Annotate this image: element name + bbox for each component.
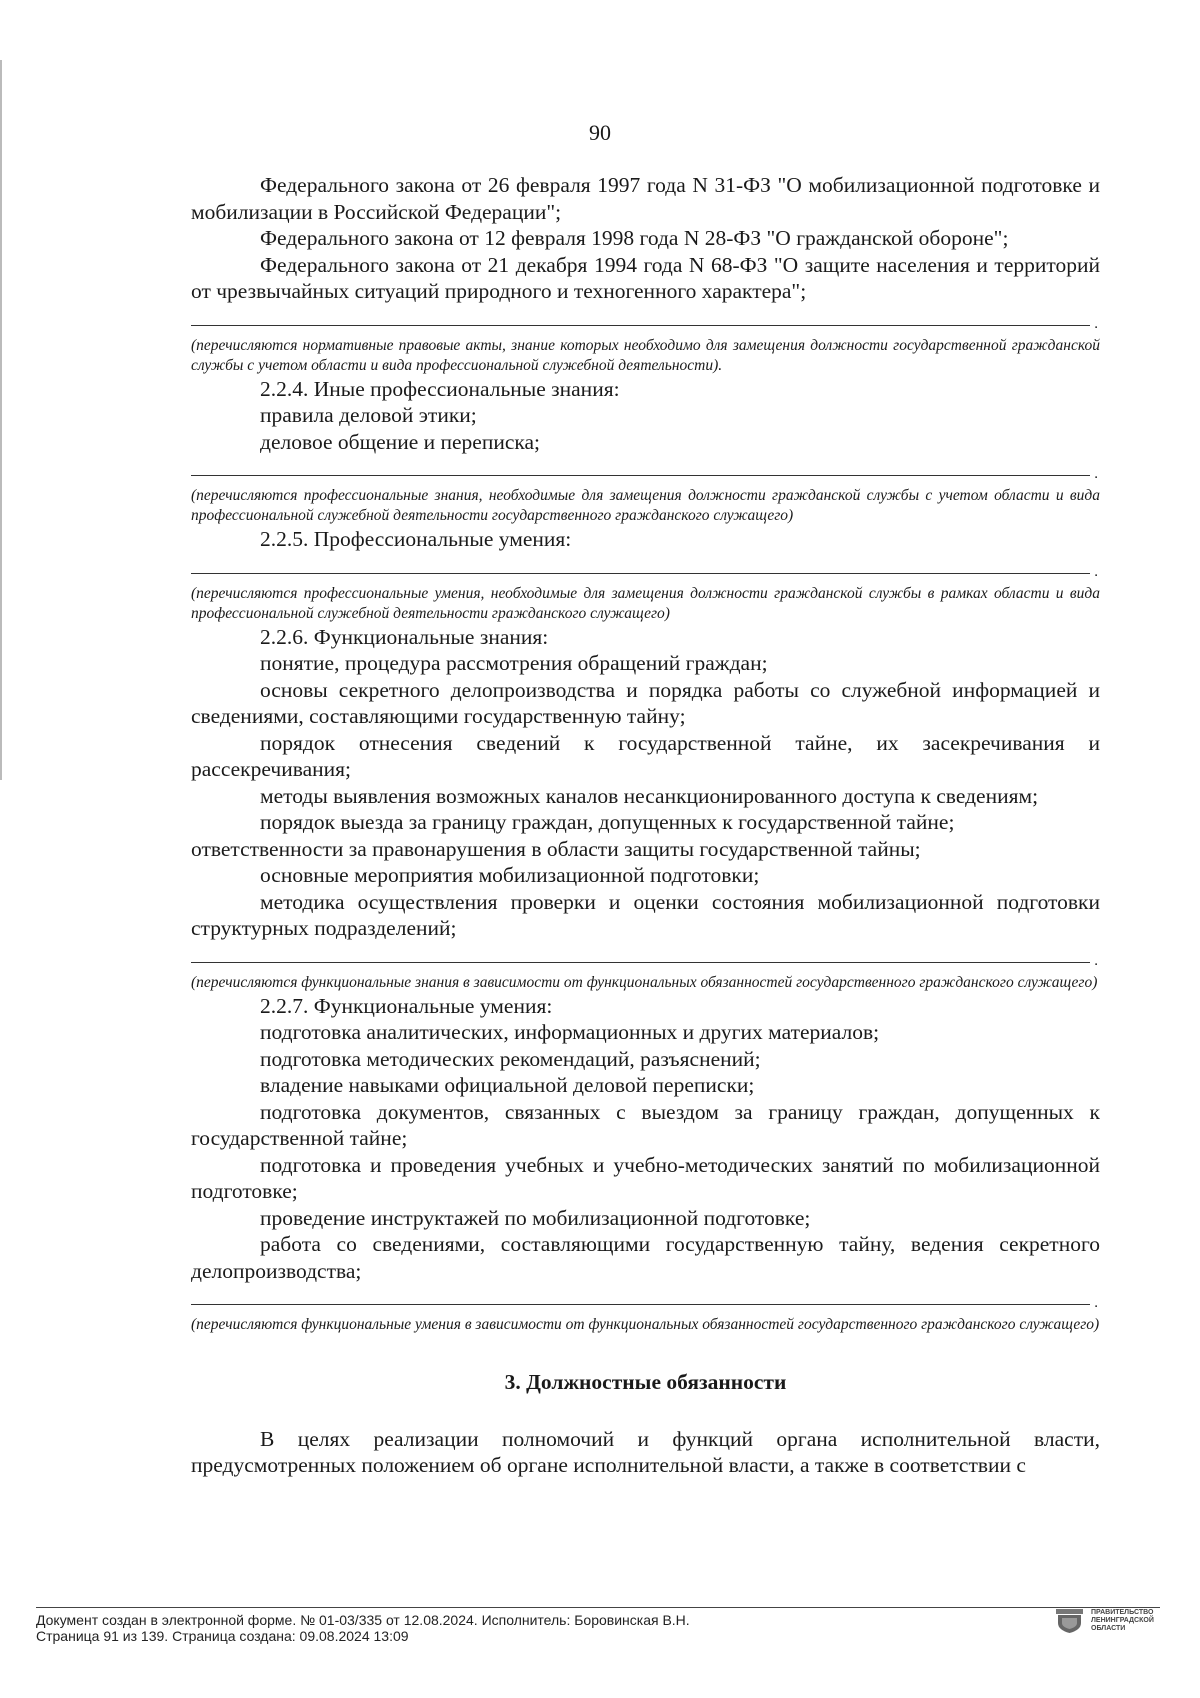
list-item: методика осуществления проверки и оценки состояния мобилизационной подготовки структурных подразделений;: [191, 889, 1100, 940]
section-title: 2.2.4. Иные профессиональные знания:: [260, 376, 620, 401]
section-title: 2.2.7. Функциональные умения:: [260, 993, 553, 1018]
list-item: порядок выезда за границу граждан, допущенных к государственной тайне;: [260, 810, 955, 834]
fill-in-line: .: [191, 962, 1090, 963]
list-item: ответственности за правонарушения в области защиты государственной тайны;: [191, 836, 921, 861]
list-item: подготовка аналитических, информационных и других материалов;: [260, 1020, 880, 1044]
document-body: [191, 172, 1100, 1479]
list-item: владение навыками официальной деловой переписки;: [260, 1073, 755, 1097]
footer-doc-info: Документ создан в электронной форме. № 01-03/335 от 12.08.2024. Исполнитель: Боровинская В.Н.: [36, 1612, 690, 1628]
government-logo: [1056, 1609, 1181, 1633]
page-number: 90: [589, 120, 611, 145]
coat-of-arms-icon: [1056, 1609, 1083, 1633]
hint-note: (перечисляются функциональные умения в зависимости от функциональных обязанностей государственного гражданского служащего): [191, 1316, 1100, 1333]
list-item: основы секретного делопроизводства и порядка работы со служебной информацией и сведениями, составляющими государственную тайну;: [191, 677, 1100, 728]
scan-edge-mark: [0, 700, 2, 704]
footer-divider: [36, 1607, 1160, 1608]
hint-note: (перечисляются профессиональные умения, необходимые для замещения должности гражданской службы в рамках области и вида профессиональной служебной деятельности гражданского служащего): [191, 584, 1100, 622]
list-item: понятие, процедура рассмотрения обращений граждан;: [260, 651, 768, 675]
law-item: Федерального закона от 21 декабря 1994 года N 68-ФЗ "О защите населения и территорий от чрезвычайных ситуаций природного и техногенного характера";: [191, 252, 1100, 303]
scan-edge-mark: [0, 60, 2, 780]
list-item: основные мероприятия мобилизационной подготовки;: [260, 863, 760, 887]
fill-in-line: .: [191, 573, 1090, 574]
footer-page-info: Страница 91 из 139. Страница создана: 09.08.2024 13:09: [36, 1628, 409, 1644]
law-item: Федерального закона от 26 февраля 1997 года N 31-ФЗ "О мобилизационной подготовке и мобилизации в Российской Федерации";: [191, 173, 1100, 224]
list-item: подготовка и проведения учебных и учебно-методических занятий по мобилизационной подготовке;: [191, 1152, 1100, 1203]
list-item: работа со сведениями, составляющими государственную тайну, ведения секретного делопроизводства;: [191, 1232, 1100, 1283]
section-title: 2.2.6. Функциональные знания:: [260, 624, 549, 649]
hint-note: (перечисляются функциональные знания в зависимости от функциональных обязанностей государственного гражданского служащего): [191, 973, 1098, 991]
list-item: правила деловой этики;: [260, 403, 477, 427]
fill-in-line: .: [191, 325, 1090, 326]
list-item: подготовка методических рекомендаций, разъяснений;: [260, 1046, 761, 1071]
fill-in-line: .: [191, 475, 1090, 476]
section-title: 2.2.5. Профессиональные умения:: [260, 527, 572, 551]
list-item: подготовка документов, связанных с выездом за границу граждан, допущенных к государственной тайне;: [191, 1099, 1100, 1150]
fill-in-line: .: [191, 1304, 1090, 1305]
body-paragraph: В целях реализации полномочий и функций органа исполнительной власти, предусмотренных положением об органе исполнительной власти, а также в соответствии с: [191, 1426, 1100, 1477]
list-item: деловое общение и переписка;: [260, 429, 541, 454]
hint-note: (перечисляются профессиональные знания, необходимые для замещения должности гражданской службы с учетом области и вида профессиональной служебной деятельности государственного гражданского служащего): [191, 487, 1100, 524]
hint-note: (перечисляются нормативные правовые акты, знание которых необходимо для замещения должности государственной гражданской службы с учетом области и вида профессиональной служебной деятельности).: [191, 336, 1100, 374]
government-name: ПРАВИТЕЛЬСТВО ЛЕНИНГРАДСКОЙ ОБЛАСТИ: [1091, 1609, 1154, 1632]
law-item: Федерального закона от 12 февраля 1998 года N 28-ФЗ "О гражданской обороне";: [260, 226, 1009, 250]
list-item: методы выявления возможных каналов несанкционированного доступа к сведениям;: [260, 783, 1039, 808]
list-item: проведение инструктажей по мобилизационной подготовке;: [260, 1205, 811, 1230]
list-item: порядок отнесения сведений к государственной тайне, их засекречивания и рассекречивания;: [191, 730, 1100, 781]
document-footer: [36, 1612, 690, 1644]
section-heading: 3. Должностные обязанности: [504, 1370, 787, 1394]
